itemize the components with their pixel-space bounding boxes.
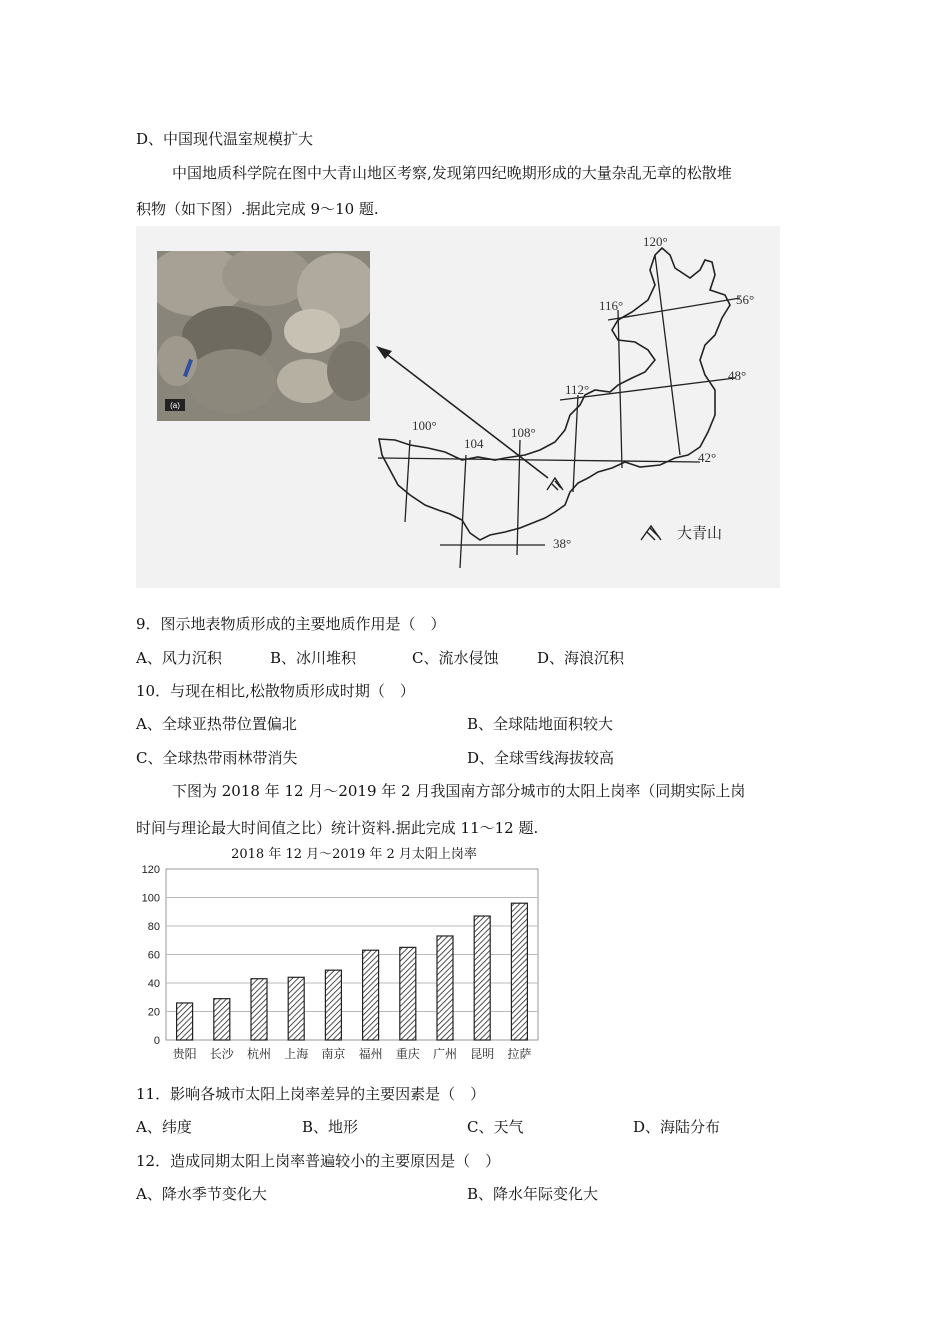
q10-option-d: D、全球雪线海拔较高 xyxy=(467,749,615,767)
prev-option-d: D、中国现代温室规模扩大 xyxy=(136,130,314,148)
lat-label-42: 42° xyxy=(698,450,717,465)
x-tick-label: 上海 xyxy=(284,1047,309,1061)
q12-option-b: B、降水年际变化大 xyxy=(467,1185,599,1203)
intro-paragraph-line2: 积物（如下图）.据此完成 9～10 题. xyxy=(136,200,379,218)
q11-option-d: D、海陆分布 xyxy=(633,1118,721,1136)
lon-label-116: 116° xyxy=(599,298,624,313)
q12-option-a: A、降水季节变化大 xyxy=(136,1185,267,1203)
intro2-paragraph-line2: 时间与理论最大时间值之比）统计资料.据此完成 11～12 题. xyxy=(136,819,539,837)
y-tick-label: 80 xyxy=(147,921,160,933)
bar-福州 xyxy=(363,950,379,1040)
bar-拉萨 xyxy=(511,903,527,1040)
intro2-paragraph-line1: 下图为 2018 年 12 月～2019 年 2 月我国南方部分城市的太阳上岗率（同期实际上岗 xyxy=(172,782,746,800)
lat-label-38: 38° xyxy=(553,536,572,551)
q9-option-c: C、流水侵蚀 xyxy=(412,649,499,667)
chart-title: 2018 年 12 月～2019 年 2 月太阳上岗率 xyxy=(231,847,477,862)
legend-mountain-icon xyxy=(641,526,661,540)
y-tick-label: 40 xyxy=(147,978,160,990)
sunshine-chart xyxy=(136,840,556,1070)
q10-option-b: B、全球陆地面积较大 xyxy=(467,715,614,733)
mountain-icon xyxy=(547,478,563,490)
q11-option-c: C、天气 xyxy=(467,1118,524,1136)
bar-贵阳 xyxy=(177,1003,193,1040)
bar-长沙 xyxy=(214,999,230,1040)
lon-label-100: 100° xyxy=(412,418,437,433)
q11-option-b: B、地形 xyxy=(302,1118,359,1136)
lon-label-120: 120° xyxy=(643,234,668,249)
q9-option-b: B、冰川堆积 xyxy=(270,649,357,667)
y-tick-label: 100 xyxy=(141,892,160,905)
lon-label-112: 112° xyxy=(565,382,590,397)
q11-option-a: A、纬度 xyxy=(136,1118,192,1136)
x-tick-label: 重庆 xyxy=(395,1047,420,1061)
bar-杭州 xyxy=(251,979,267,1040)
lon-label-108: 108° xyxy=(511,425,536,440)
q10-option-c: C、全球热带雨林带消失 xyxy=(136,749,298,767)
x-tick-label: 广州 xyxy=(432,1047,458,1061)
x-tick-label: 昆明 xyxy=(470,1047,495,1061)
q9-option-a: A、风力沉积 xyxy=(136,649,222,667)
photo-tag: (a) xyxy=(170,401,180,410)
y-tick-label: 20 xyxy=(147,1006,160,1019)
x-tick-label: 南京 xyxy=(321,1047,346,1061)
y-tick-label: 0 xyxy=(153,1035,160,1047)
x-tick-label: 杭州 xyxy=(246,1047,272,1061)
q9-option-d: D、海浪沉积 xyxy=(537,649,625,667)
y-tick-label: 120 xyxy=(141,864,160,876)
bar-南京 xyxy=(325,970,341,1040)
q10-option-a: A、全球亚热带位置偏北 xyxy=(136,715,297,733)
bar-重庆 xyxy=(400,947,416,1040)
x-tick-label: 长沙 xyxy=(209,1047,234,1061)
question-12: 12．造成同期太阳上岗率普遍较小的主要原因是（ ） xyxy=(136,1152,501,1170)
legend-label: 大青山 xyxy=(677,526,723,542)
lat-label-56: 56° xyxy=(736,292,755,307)
question-9: 9．图示地表物质形成的主要地质作用是（ ） xyxy=(136,615,446,633)
bar-昆明 xyxy=(474,916,490,1040)
x-tick-label: 贵阳 xyxy=(172,1047,197,1061)
x-tick-label: 福州 xyxy=(358,1047,383,1061)
question-11: 11．影响各城市太阳上岗率差异的主要因素是（ ） xyxy=(136,1085,486,1103)
x-tick-label: 拉萨 xyxy=(507,1047,532,1061)
bar-广州 xyxy=(437,936,453,1040)
bar-上海 xyxy=(288,977,304,1040)
inner-mongolia-map xyxy=(0,0,950,600)
intro-paragraph-line1: 中国地质科学院在图中大青山地区考察,发现第四纪晚期形成的大量杂乱无章的松散堆 xyxy=(172,164,732,182)
y-tick-label: 60 xyxy=(147,949,160,962)
lat-label-48: 48° xyxy=(728,368,747,383)
question-10: 10．与现在相比,松散物质形成时期（ ） xyxy=(136,682,415,700)
lon-label-104: 104 xyxy=(464,436,484,451)
